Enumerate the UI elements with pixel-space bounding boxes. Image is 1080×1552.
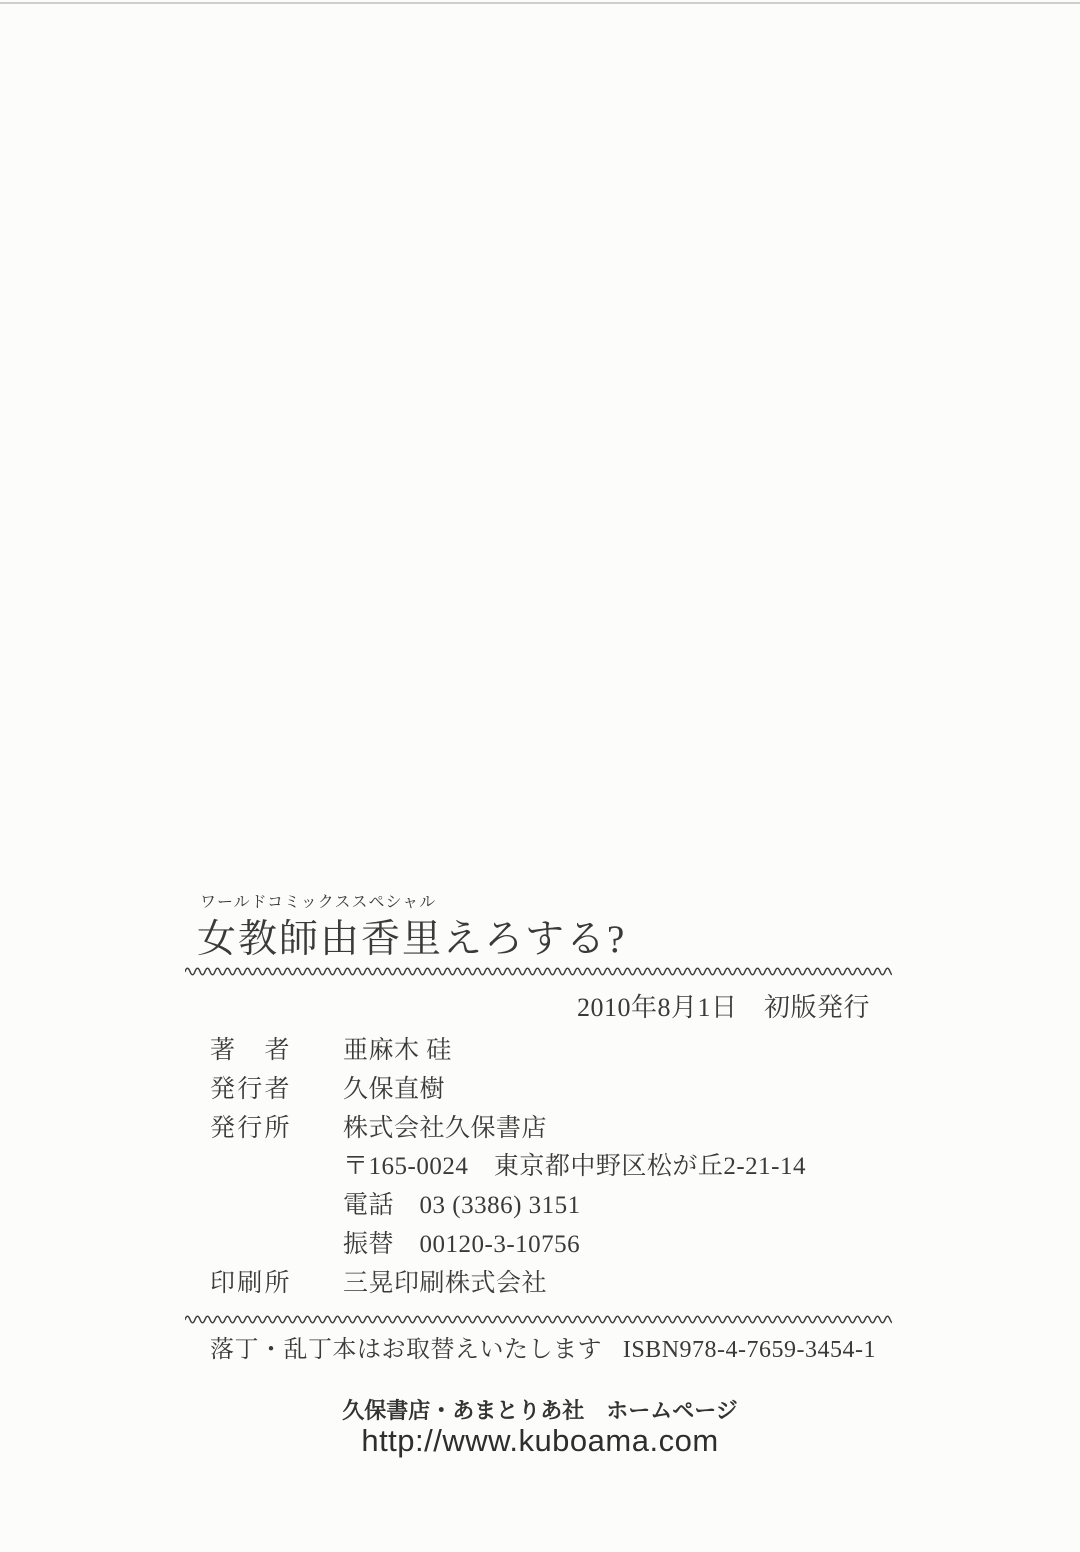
- wavy-divider-top: [185, 967, 892, 976]
- credit-label: 発行者: [210, 1075, 290, 1103]
- credit-value: 電話 03 (3386) 3151: [343, 1192, 581, 1220]
- scan-top-edge-line: [0, 2, 1080, 4]
- credit-value: 久保直樹: [343, 1075, 446, 1103]
- replacement-notice: 落丁・乱丁本はお取替えいたします: [210, 1337, 602, 1363]
- notice-row: [210, 1338, 876, 1363]
- book-title: 女教師由香里えろする?: [197, 918, 627, 961]
- credit-value: 〒165-0024 東京都中野区松が丘2-21-14: [343, 1153, 806, 1181]
- isbn-text: ISBN978-4-7659-3454-1: [622, 1337, 876, 1363]
- edition-date: 2010年8月1日 初版発行: [576, 993, 870, 1022]
- credit-label: 著 者: [210, 1037, 290, 1064]
- homepage-url: http://www.kuboama.com: [361, 1423, 719, 1458]
- credit-value: 三晃印刷株式会社: [343, 1269, 548, 1297]
- credit-row-address: [210, 1154, 890, 1193]
- credit-value: 株式会社久保書店: [343, 1114, 548, 1142]
- wavy-divider-bottom: [185, 1315, 892, 1324]
- credit-row-postal-transfer: [210, 1232, 890, 1271]
- credit-row-author: [210, 1038, 890, 1077]
- credit-row-phone: [210, 1193, 890, 1232]
- homepage-label: 久保書店・あまとりあ社 ホームページ: [342, 1398, 738, 1423]
- credit-value: 振替 00120-3-10756: [343, 1230, 581, 1258]
- credit-row-printer: [210, 1271, 890, 1310]
- credits-list: [210, 1038, 890, 1310]
- wavy-divider-icon: [185, 1315, 892, 1324]
- series-label: ワールドコミックススペシャル: [200, 894, 437, 911]
- credit-label: 発行所: [210, 1114, 290, 1142]
- credit-label: 印刷所: [210, 1269, 290, 1297]
- credit-row-publishing-house: [210, 1116, 890, 1155]
- wavy-divider-icon: [185, 967, 892, 976]
- credit-value: 亜麻木 硅: [343, 1037, 452, 1064]
- credit-row-publisher-person: [210, 1077, 890, 1116]
